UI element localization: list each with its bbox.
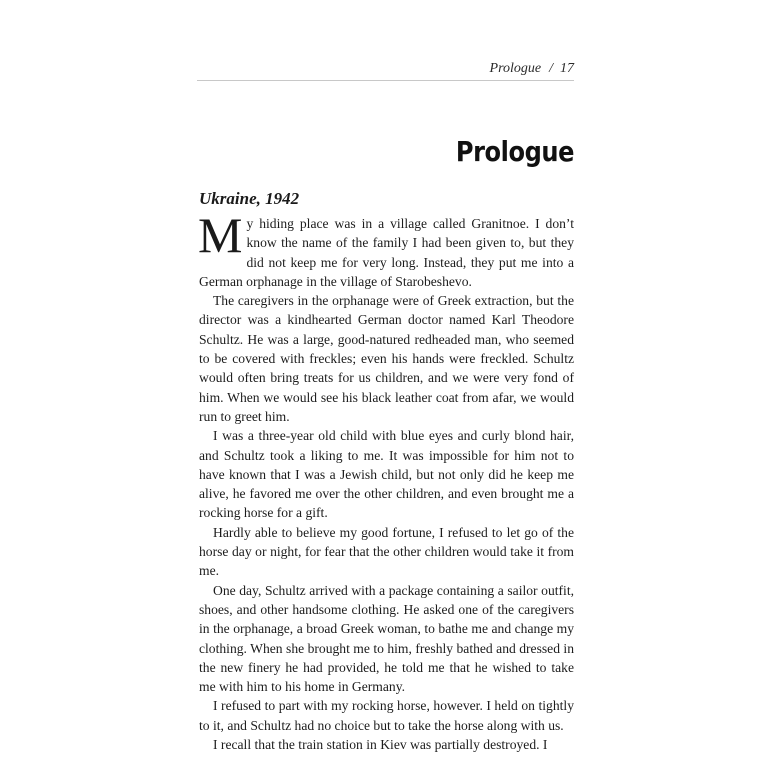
paragraph: The caregivers in the orphanage were of Greek extraction, but the director was a kindhearted German doctor named Karl Theodore Schultz. He was a large, good-natured redheaded man, who seemed to be covered with freckles; even his hands were freckled. Schultz would often bring treats for us children, and we were very fond of him. When we would see his black leather coat from afar, we would run to greet him. — [199, 293, 574, 424]
chapter-title: Prologue — [455, 135, 574, 168]
paragraph: I refused to part with my rocking horse, however. I held on tightly to it, and Schultz had no choice but to take the horse along with us. — [199, 698, 574, 733]
paragraph-text: y hiding place was in a village called Granitnoe. I don’t know the name of the family I had been given to, but they did not keep me for very long. Instead, they put me into a German orphanage in the village of Starobeshevo. — [199, 216, 574, 289]
running-head-separator: / — [549, 61, 553, 76]
running-head — [197, 60, 574, 78]
paragraph: Hardly able to believe my good fortune, I refused to let go of the horse day or night, for fear that the other children would take it from me. — [199, 524, 574, 579]
paragraph: One day, Schultz arrived with a package containing a sailor outfit, shoes, and other handsome clothing. He asked one of the caregivers in the orphanage, a broad Greek woman, to bathe me and change my clothing. When she brought me to him, freshly bathed and dressed in the new finery he had provided, he told me that he wished to take me with him to his home in Germany. — [199, 582, 574, 695]
paragraph — [198, 207, 574, 291]
body-text — [198, 207, 574, 754]
section-heading: Ukraine, 1942 — [199, 189, 300, 208]
header-rule — [197, 80, 574, 81]
drop-cap: M — [198, 207, 243, 263]
paragraph: I recall that the train station in Kiev was partially destroyed. I — [213, 737, 548, 753]
paragraph: I was a three-year old child with blue eyes and curly blond hair, and Schultz took a liking to me. It was impossible for him not to have known that I was a Jewish child, but not only did he keep me alive, he favored me over the other children, and even brought me a rocking horse for a gift. — [199, 428, 574, 521]
page-number: 17 — [560, 61, 574, 76]
running-head-title: Prologue — [489, 61, 542, 76]
